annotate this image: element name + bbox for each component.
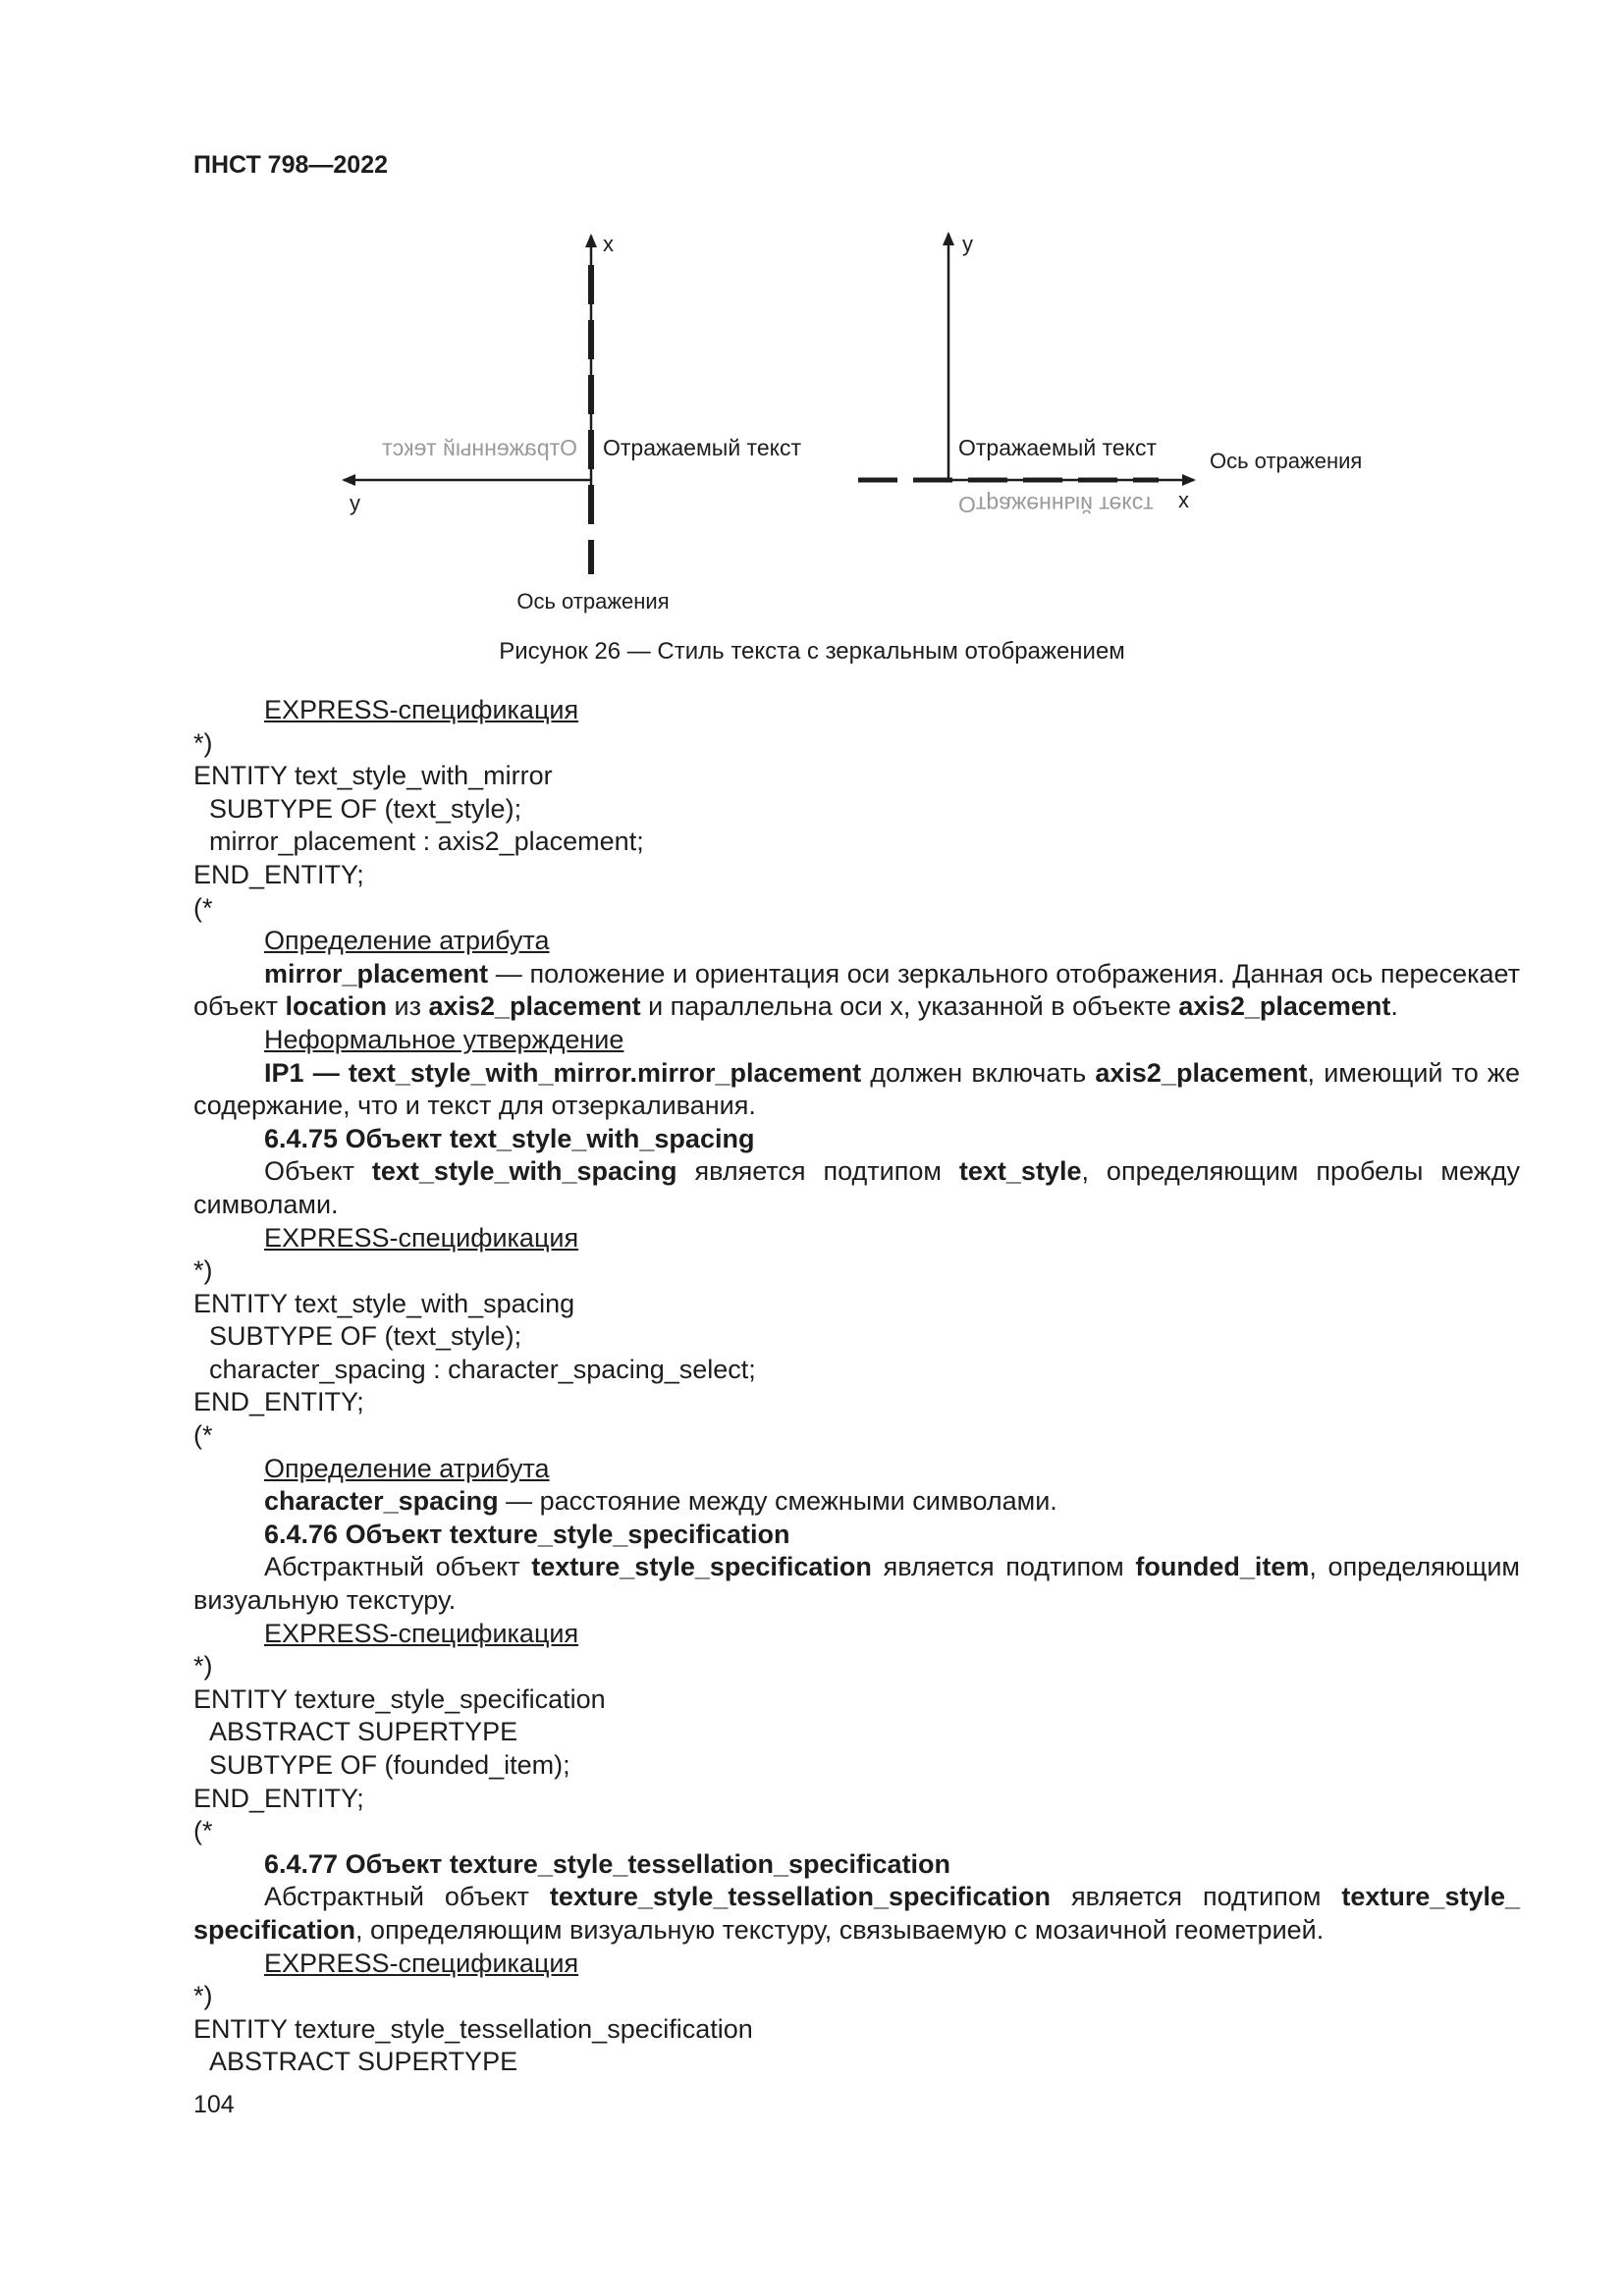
figure-26: [0, 0, 1624, 667]
left-reflected-text-label: Отражаемый текст: [603, 435, 801, 460]
code-line: SUBTYPE OF (text_style);: [209, 1321, 522, 1352]
code-line: *): [193, 727, 213, 758]
left-diagram: [344, 232, 801, 614]
code-line: (*: [193, 1816, 213, 1846]
code-line: *): [193, 1651, 213, 1682]
document-body: [193, 694, 1520, 2079]
code-line: ENTITY texture_style_specification: [193, 1683, 606, 1714]
section-heading-6-4-77: 6.4.77 Объект texture_style_tessellation_specification: [264, 1848, 951, 1879]
left-y-label: y: [350, 491, 360, 515]
code-line: ENTITY texture_style_tessellation_specification: [193, 2013, 753, 2044]
code-line: SUBTYPE OF (founded_item);: [209, 1750, 570, 1780]
code-line: ABSTRACT SUPERTYPE: [209, 2047, 518, 2077]
informal-proposition-heading: Неформальное утверждение: [264, 1024, 624, 1054]
attribute-definition-heading: Определение атрибута: [264, 1453, 550, 1483]
code-line: (*: [193, 1420, 213, 1451]
paragraph-6-4-76: Абстрактный объект texture_style_specification является подтипом founded_item, определяющим визуальную текстуру.: [193, 1552, 1520, 1616]
express-heading: EXPRESS-спецификация: [264, 1948, 579, 1978]
paragraph-character-spacing: character_spacing — расстояние между смежными символами.: [264, 1486, 1057, 1517]
code-line: SUBTYPE OF (text_style);: [209, 793, 522, 824]
code-line: (*: [193, 892, 213, 923]
express-heading: EXPRESS-спецификация: [264, 1618, 579, 1648]
paragraph-6-4-77: Абстрактный объект texture_style_tessellation_specification является подтипом texture_style_ specification, определяющим визуальную текстуру, связываемую с мозаичной геометрией.: [193, 1882, 1520, 1945]
right-x-label: x: [1178, 488, 1189, 512]
code-line: END_ENTITY;: [193, 859, 364, 889]
code-line: *): [193, 1255, 213, 1286]
code-line: ENTITY text_style_with_mirror: [193, 761, 553, 791]
paragraph-6-4-75: Объект text_style_with_spacing является подтипом text_style, определяющим пробелы между символами.: [193, 1156, 1520, 1219]
page-header: ПНСТ 798—2022: [193, 151, 388, 179]
code-line: ABSTRACT SUPERTYPE: [209, 1717, 518, 1747]
paragraph-mirror-placement: mirror_placement — положение и ориентация оси зеркального отображения. Данная ось пересекает объект location из axis2_placement и параллельна оси x, указанной в объекте axis2_placement.: [193, 958, 1520, 1022]
paragraph-ip1: IP1 — text_style_with_mirror.mirror_placement должен включать axis2_placement, имеющий то же содержание, что и текст для отзеркаливания.: [193, 1057, 1521, 1121]
attribute-definition-heading: Определение атрибута: [264, 926, 550, 956]
left-mirrored-text: Отраженный текст: [382, 435, 577, 460]
right-y-label: y: [962, 232, 973, 256]
express-heading: EXPRESS-спецификация: [264, 1222, 579, 1253]
section-heading-6-4-76: 6.4.76 Объект texture_style_specification: [264, 1519, 790, 1549]
code-line: END_ENTITY;: [193, 1783, 364, 1813]
code-line: character_spacing : character_spacing_select;: [209, 1354, 756, 1384]
code-line: mirror_placement : axis2_placement;: [209, 827, 644, 857]
express-heading: EXPRESS-спецификация: [264, 695, 579, 724]
figure-caption: Рисунок 26 — Стиль текста с зеркальным отображением: [499, 638, 1125, 665]
page-number: 104: [193, 2091, 235, 2118]
left-x-label: x: [603, 232, 614, 256]
code-line: END_ENTITY;: [193, 1387, 364, 1417]
section-heading-6-4-75: 6.4.75 Объект text_style_with_spacing: [264, 1123, 755, 1153]
code-line: *): [193, 1981, 213, 2011]
left-axis-caption: Ось отражения: [516, 589, 670, 614]
right-reflected-text-label: Отражаемый текст: [958, 435, 1157, 460]
code-line: ENTITY text_style_with_spacing: [193, 1288, 575, 1318]
right-diagram: [858, 232, 1362, 517]
right-mirrored-text: Отраженный текст: [958, 492, 1154, 517]
right-axis-caption: Ось отражения: [1210, 449, 1363, 473]
